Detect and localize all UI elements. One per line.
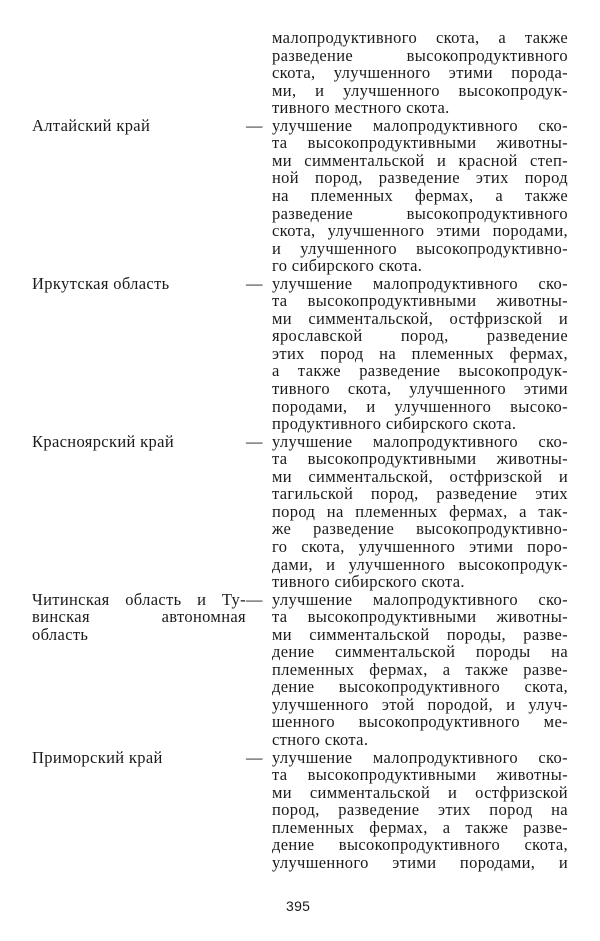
- text-line: ми симментальской породы, разве-: [272, 624, 568, 644]
- text-line: та высокопродуктивными животны-: [272, 765, 568, 785]
- text-line: пород на племенных фермах, а так-: [272, 501, 568, 521]
- page-number: 395: [286, 898, 311, 914]
- text-line: го скота, улучшенного этими поро-: [272, 536, 568, 556]
- text-line: тагильской пород, разведение этих: [272, 484, 568, 504]
- text-line: улучшение малопродуктивного ско-: [272, 747, 568, 767]
- region-name: Читинская область и Ту-: [32, 589, 246, 609]
- text-line: скота, улучшенного этими порода-: [272, 63, 568, 83]
- text-line: продуктивного сибирского скота.: [272, 414, 517, 434]
- text-line: этих пород на племенных фермах,: [272, 343, 568, 363]
- text-line: улучшение малопродуктивного ско-: [272, 115, 568, 135]
- text-line: ной пород, разведение этих пород: [272, 168, 568, 188]
- text-line: ми симментальской и остфризской: [272, 782, 568, 802]
- region-name: Красноярский край: [32, 431, 175, 451]
- dash-separator: —: [246, 589, 263, 609]
- text-line: та высокопродуктивными животны-: [272, 607, 568, 627]
- text-line: тивного сибирского скота.: [272, 572, 465, 592]
- text-line: на племенных фермах, а также: [272, 185, 568, 205]
- text-line: малопродуктивного скота, а также: [272, 28, 568, 47]
- text-line: дение высокопродуктивного скота,: [272, 835, 568, 855]
- text-line: та высокопродуктивными животны-: [272, 291, 568, 311]
- dash-separator: —: [246, 115, 263, 135]
- text-line: дение симментальской породы на: [272, 642, 568, 662]
- text-line: улучшенного этой породой, и улуч-: [272, 694, 568, 714]
- dash-separator: —: [246, 431, 263, 451]
- text-line: племенных фермах, а также разве-: [272, 817, 568, 837]
- text-line: стного скота.: [272, 730, 369, 749]
- text-line: улучшение малопродуктивного ско-: [272, 589, 568, 609]
- text-line: ми, и улучшенного высокопродук-: [272, 80, 568, 100]
- region-name: Иркутская область: [32, 273, 170, 293]
- text-line: разведение высокопродуктивного: [272, 203, 568, 223]
- text-line: тивного местного скота.: [272, 98, 450, 118]
- text-line: шенного высокопродуктивного ме-: [272, 712, 568, 732]
- text-line: улучшение малопродуктивного ско-: [272, 431, 568, 451]
- text-line: а также разведение высокопродук-: [272, 361, 568, 381]
- text-line: ярославской пород, разведение: [272, 326, 568, 346]
- text-line: та высокопродуктивными животны-: [272, 449, 568, 469]
- text-line: племенных фермах, а также разве-: [272, 659, 568, 679]
- text-line: скота, улучшенного этими породами,: [272, 221, 568, 241]
- text-line: го сибирского скота.: [272, 256, 423, 276]
- text-line: ми симментальской, остфризской и: [272, 308, 568, 328]
- region-name: винская автономная: [32, 607, 246, 627]
- region-name: область: [32, 624, 89, 644]
- dash-separator: —: [246, 273, 263, 293]
- text-line: породами, и улучшенного высоко-: [272, 396, 568, 416]
- text-line: разведение высокопродуктивного: [272, 45, 568, 65]
- text-line: ми симментальской, остфризской и: [272, 466, 568, 486]
- text-line: дами, и улучшенного высокопродук-: [272, 554, 568, 574]
- region-name: Приморский край: [32, 747, 163, 767]
- text-line: дение высокопродуктивного скота,: [272, 677, 568, 697]
- dash-separator: —: [246, 747, 263, 767]
- text-line: та высокопродуктивными животны-: [272, 133, 568, 153]
- text-line: улучшенного этими породами, и: [272, 852, 568, 872]
- text-line: тивного скота, улучшенного этими: [272, 379, 568, 398]
- text-line: улучшение малопродуктивного ско-: [272, 273, 568, 293]
- region-name: Алтайский край: [32, 115, 151, 135]
- text-line: ми симментальской и красной степ-: [272, 150, 568, 170]
- text-line: и улучшенного высокопродуктивно-: [272, 238, 568, 258]
- text-line: же разведение высокопродуктивно-: [272, 519, 568, 539]
- text-line: пород, разведение этих пород на: [272, 800, 568, 820]
